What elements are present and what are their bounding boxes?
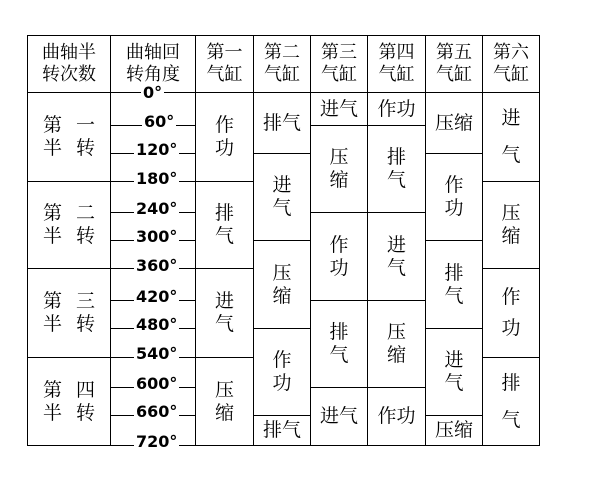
- angle-label: 600°: [136, 374, 178, 393]
- angle-label: 420°: [136, 287, 178, 306]
- revolution-ordinal: 第二: [42, 202, 109, 224]
- cylinder-4-stroke-exhaust: [368, 126, 425, 212]
- header-cylinder-2: [254, 36, 310, 92]
- cylinder-6-stroke-power: [483, 269, 539, 357]
- cylinder-4-stroke-power-end: [368, 388, 425, 445]
- stroke-text: 进: [501, 107, 521, 129]
- stroke-text: 气: [214, 225, 234, 247]
- angle-label: 120°: [136, 140, 178, 159]
- revolution-ordinal: 第四: [42, 378, 109, 401]
- cylinder-5-stroke-compression-end: [426, 416, 482, 445]
- stroke-text: 压: [329, 146, 349, 168]
- cylinder-5-stroke-compression: [426, 93, 482, 153]
- header-text: 气缸: [264, 64, 300, 85]
- header-text: 气缸: [493, 64, 529, 85]
- cylinder-5-stroke-exhaust: [426, 241, 482, 328]
- stroke-text: 排气: [262, 419, 301, 441]
- cylinder-1-stroke-compression: [196, 358, 253, 445]
- stroke-text: 作功: [377, 405, 416, 427]
- angle-label: 720°: [136, 432, 178, 451]
- header-text: 转次数: [42, 64, 96, 85]
- header-text: 转角度: [126, 64, 180, 85]
- header-text: 第四: [378, 42, 415, 63]
- stroke-text: 进: [386, 233, 406, 256]
- stroke-text: 作: [214, 114, 234, 136]
- revolution-unit: 半转: [42, 137, 109, 159]
- stroke-text: 缩: [386, 344, 406, 366]
- header-cylinder-5: [426, 36, 482, 92]
- stroke-text: 气: [329, 344, 349, 366]
- stroke-text: 排: [386, 146, 406, 168]
- stroke-text: 气: [386, 256, 406, 279]
- revolution-2: [28, 182, 110, 268]
- revolution-1: [28, 93, 110, 181]
- cylinder-6-stroke-compression: [483, 182, 539, 268]
- cylinder-3-stroke-exhaust: [311, 301, 367, 387]
- stroke-text: 气: [386, 169, 406, 191]
- cylinder-3-stroke-intake: [311, 93, 367, 125]
- stroke-text: 作: [272, 349, 292, 371]
- stroke-text: 功: [501, 317, 521, 339]
- stroke-text: 功: [214, 137, 234, 159]
- stroke-text: 进: [272, 174, 292, 196]
- stroke-text: 作: [501, 286, 521, 308]
- cylinder-3-stroke-intake-end: [311, 388, 367, 445]
- header-cylinder-3: [311, 36, 367, 92]
- cylinder-2-stroke-compression: [254, 241, 310, 328]
- stroke-text: 作: [444, 174, 464, 196]
- stroke-text: 气: [444, 372, 464, 394]
- cylinder-2-stroke-intake: [254, 154, 310, 240]
- cylinder-5-stroke-intake: [426, 329, 482, 415]
- stroke-text: 进气: [319, 97, 358, 120]
- header-text: 第六: [493, 42, 529, 63]
- stroke-text: 气: [444, 284, 464, 307]
- table-bottom-border: [27, 445, 539, 446]
- cylinder-1-stroke-power: [196, 93, 253, 181]
- angle-label: 60°: [144, 112, 175, 131]
- stroke-text: 功: [272, 372, 292, 394]
- header-text: 第一: [206, 42, 243, 63]
- revolution-ordinal: 第一: [42, 114, 109, 136]
- angle-label: 360°: [136, 256, 178, 275]
- stroke-text: 压: [214, 378, 234, 401]
- stroke-text: 压: [501, 202, 521, 224]
- cylinder-1-stroke-exhaust: [196, 182, 253, 268]
- header-cylinder-1: [196, 36, 253, 92]
- cylinder-2-stroke-exhaust-end: [254, 416, 310, 445]
- stroke-text: 缩: [329, 169, 349, 191]
- stroke-text: 缩: [501, 225, 521, 247]
- stroke-text: 进: [444, 349, 464, 371]
- header-text: 第三: [321, 42, 357, 63]
- stroke-text: 气: [214, 313, 234, 335]
- table-right-border: [539, 35, 540, 446]
- stroke-text: 气: [272, 197, 292, 219]
- cylinder-5-stroke-power: [426, 154, 482, 240]
- revolution-unit: 半转: [42, 401, 109, 424]
- header-text: 气缸: [378, 64, 415, 85]
- stroke-text: 排: [329, 321, 349, 343]
- stroke-text: 压: [386, 321, 406, 343]
- stroke-text: 功: [329, 256, 349, 279]
- angle-label: 180°: [136, 169, 178, 188]
- angle-label: 300°: [136, 227, 178, 246]
- cylinder-3-stroke-compression: [311, 126, 367, 212]
- stroke-text: 排: [501, 371, 521, 394]
- header-text: 气缸: [206, 64, 243, 85]
- revolution-4: [28, 358, 110, 445]
- angle-label: 0°: [143, 83, 163, 102]
- stroke-text: 作功: [377, 97, 416, 120]
- cylinder-1-stroke-intake: [196, 269, 253, 357]
- cylinder-4-stroke-intake: [368, 213, 425, 300]
- header-text: 第二: [264, 42, 300, 63]
- cylinder-3-stroke-power: [311, 213, 367, 300]
- stroke-text: 进: [214, 290, 234, 312]
- header-text: 气缸: [436, 64, 472, 85]
- cylinder-2-stroke-power: [254, 329, 310, 415]
- stroke-text: 功: [444, 197, 464, 219]
- header-text: 曲轴回: [126, 42, 180, 63]
- cylinder-4-stroke-power: [368, 93, 425, 125]
- revolution-3: [28, 269, 110, 357]
- stroke-text: 压缩: [434, 111, 473, 134]
- header-text: 气缸: [321, 64, 357, 85]
- header-text: 第五: [436, 42, 472, 63]
- stroke-text: 进气: [319, 405, 358, 427]
- angle-label: 540°: [136, 344, 178, 363]
- cylinder-6-stroke-intake: [483, 93, 539, 181]
- stroke-text: 气: [501, 408, 521, 431]
- stroke-text: 排: [444, 261, 464, 284]
- stroke-text: 缩: [272, 284, 292, 307]
- stroke-text: 压缩: [434, 419, 473, 441]
- angle-label: 480°: [136, 315, 178, 334]
- stroke-text: 气: [501, 144, 521, 166]
- header-text: 曲轴半: [42, 42, 96, 63]
- cylinder-6-stroke-exhaust: [483, 358, 539, 445]
- angle-label: 660°: [136, 402, 178, 421]
- stroke-text: 压: [272, 261, 292, 284]
- stroke-text: 排气: [262, 111, 301, 134]
- header-crank-revolutions: [28, 36, 110, 92]
- revolution-ordinal: 第三: [42, 290, 109, 312]
- revolution-unit: 半转: [42, 313, 109, 335]
- stroke-text: 缩: [214, 401, 234, 424]
- header-cylinder-6: [483, 36, 539, 92]
- header-cylinder-4: [368, 36, 425, 92]
- angle-label: 240°: [136, 199, 178, 218]
- revolution-unit: 半转: [42, 225, 109, 247]
- stroke-text: 作: [329, 233, 349, 256]
- cylinder-2-stroke-exhaust: [254, 93, 310, 153]
- cylinder-4-stroke-compression: [368, 301, 425, 387]
- stroke-text: 排: [214, 202, 234, 224]
